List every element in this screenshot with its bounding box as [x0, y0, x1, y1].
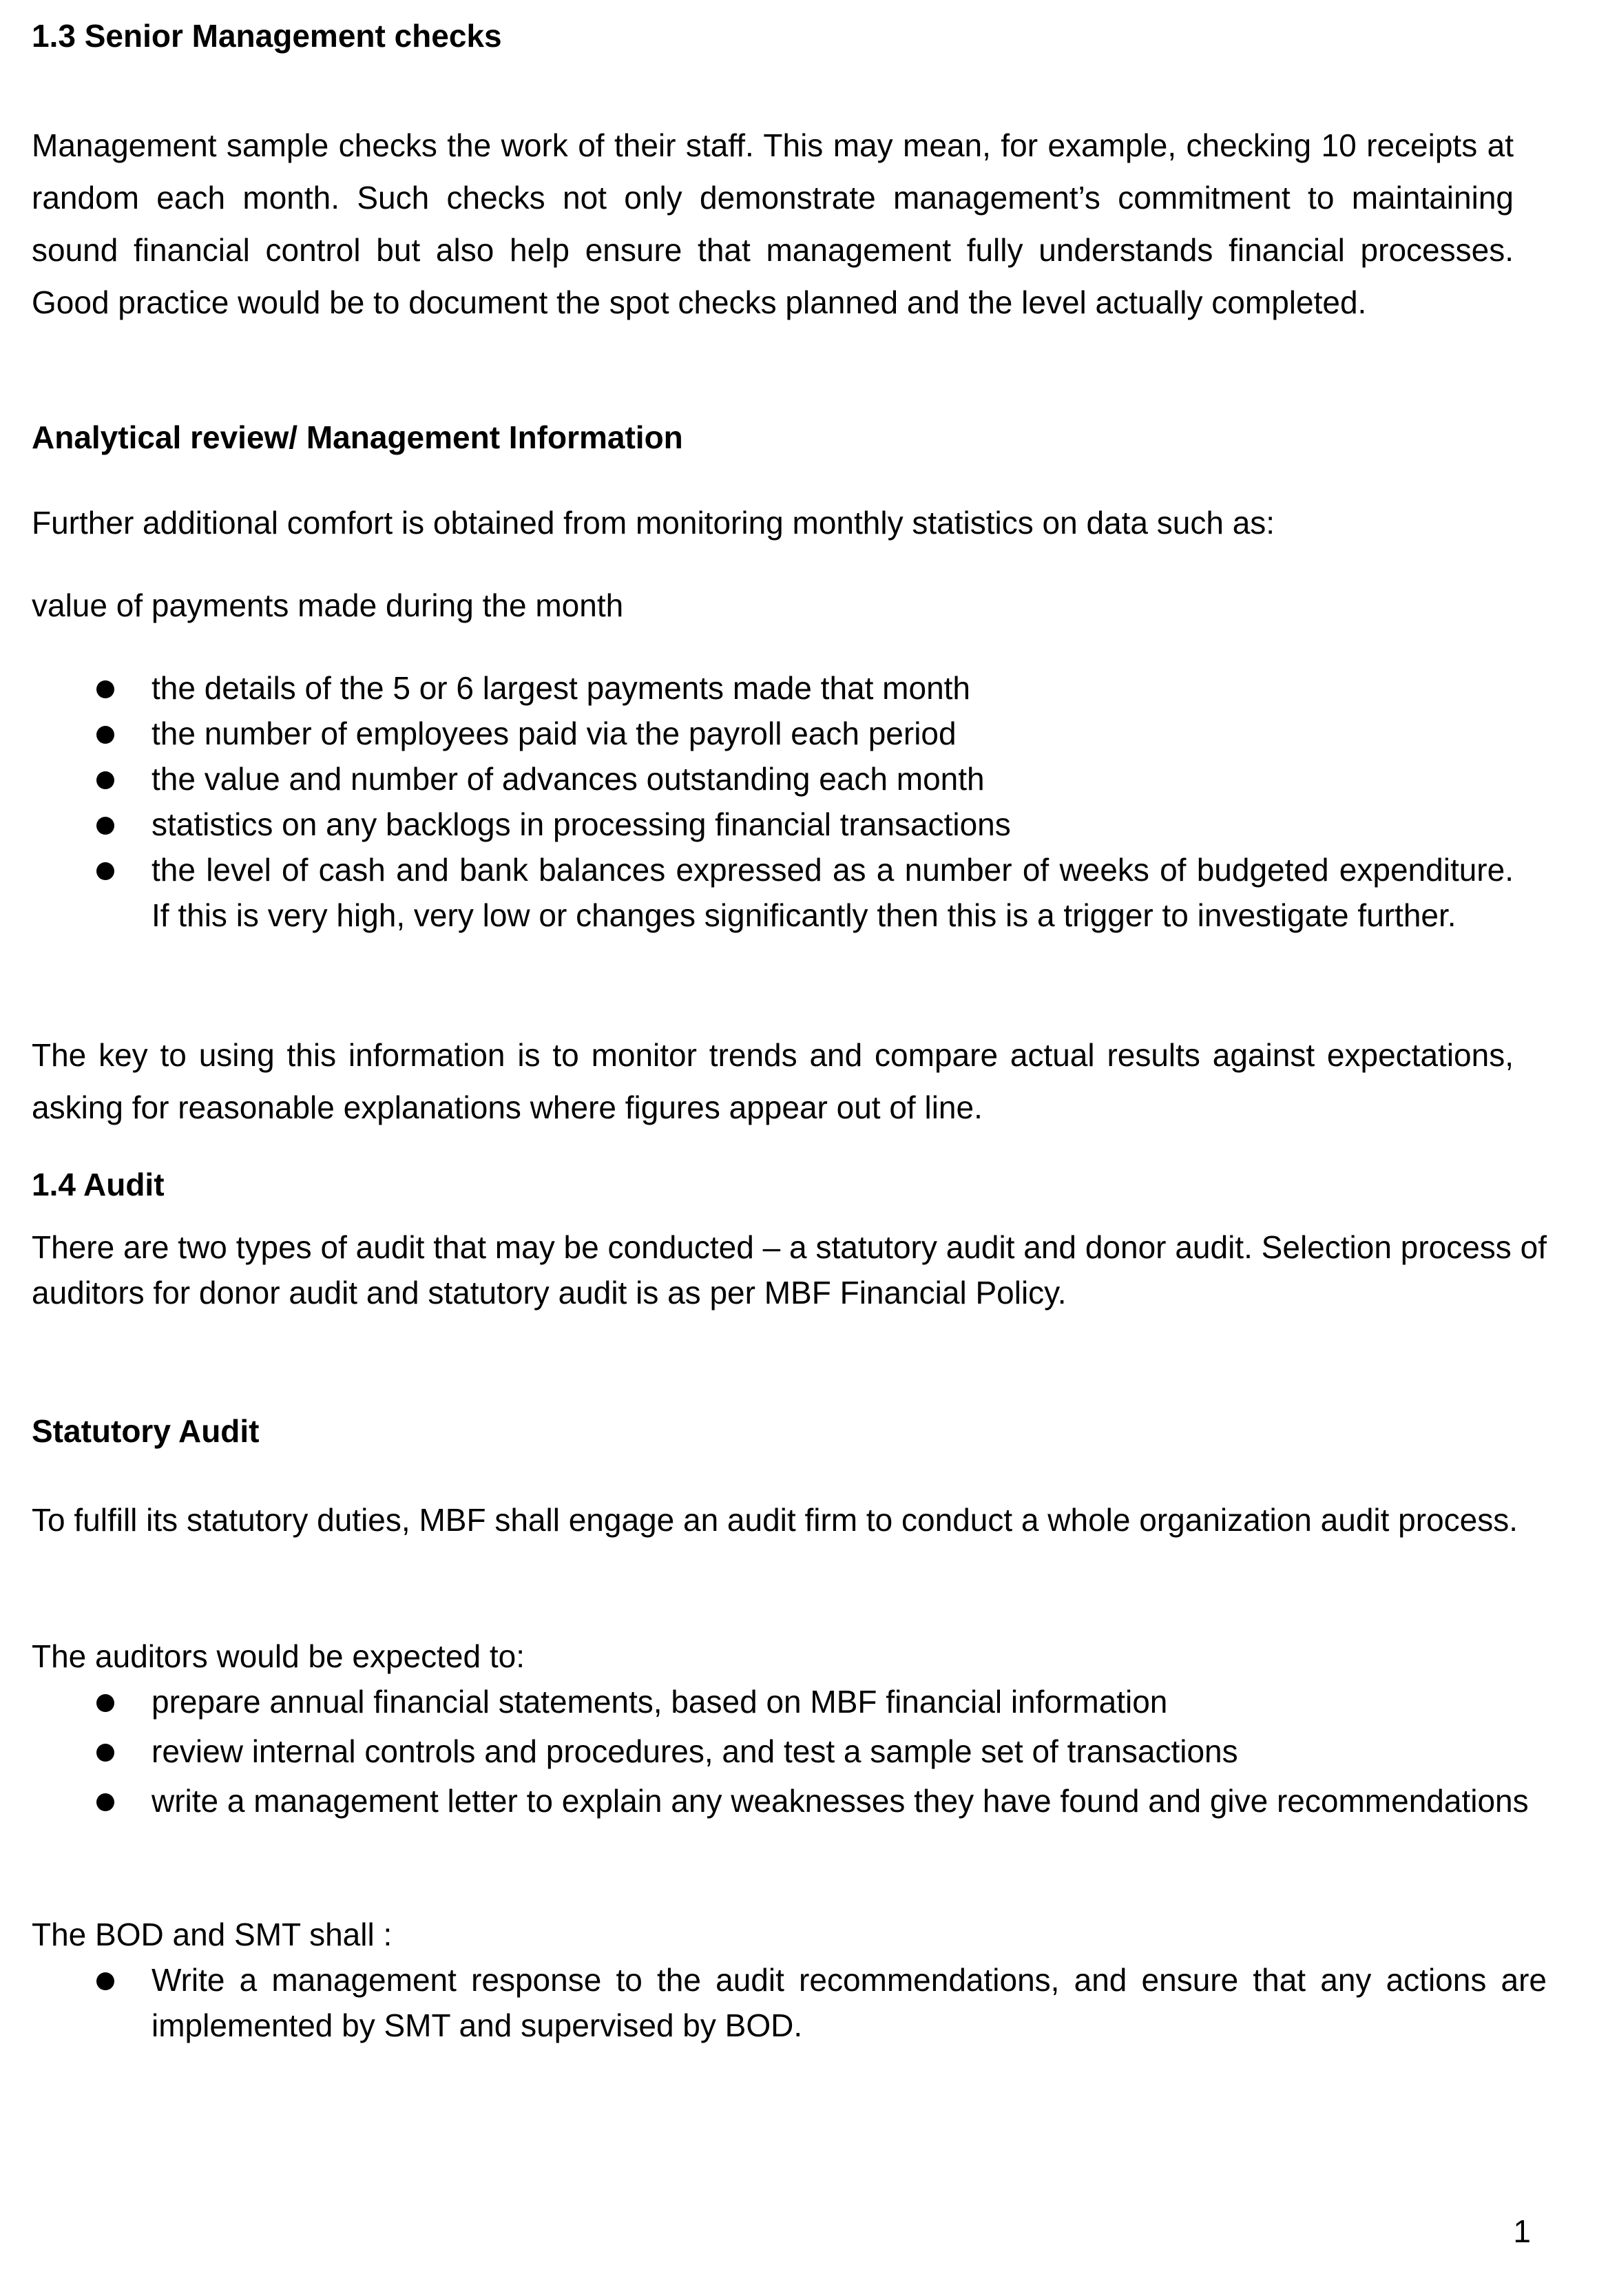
list-item: the number of employees paid via the payroll each period [32, 711, 1514, 756]
bullet-icon [96, 680, 114, 698]
bullet-icon [96, 1972, 114, 1990]
analytical-intro: Further additional comfort is obtained from monitoring monthly statistics on data such as: [32, 505, 1275, 541]
bullet-icon [96, 1694, 114, 1712]
analytical-bullet-list [32, 665, 1514, 938]
statutory-audit-paragraph: To fulfill its statutory duties, MBF shall engage an audit firm to conduct a whole organization audit process. [32, 1502, 1518, 1538]
bod-smt-lead: The BOD and SMT shall : [32, 1917, 393, 1952]
page-number: 1 [1513, 2213, 1531, 2249]
section-1-3-paragraph: Management sample checks the work of their staff. This may mean, for example, checking 10 receipts at random each month. Such checks not only demonstrate management’s commitment to maintaining sound financial control but also help ensure that management fully understands financial processes. Good practice would be to document the spot checks planned and the level actually completed. [32, 127, 1514, 320]
list-item: statistics on any backlogs in processing financial transactions [32, 802, 1514, 847]
bullet-icon [96, 817, 114, 835]
list-item: review internal controls and procedures, and test a sample set of transactions [32, 1729, 1547, 1774]
bullet-icon [96, 726, 114, 744]
bullet-icon [96, 771, 114, 789]
list-item: the value and number of advances outstanding each month [32, 756, 1514, 802]
analytical-closing: The key to using this information is to monitor trends and compare actual results against expectations, asking for reasonable explanations where figures appear out of line. [32, 1037, 1514, 1125]
bod-smt-bullet-list [32, 1957, 1547, 2052]
section-1-4-paragraph: There are two types of audit that may be conducted – a statutory audit and donor audit. Selection process of auditors for donor audit and statutory audit is as per MBF Financial Policy. [32, 1229, 1547, 1311]
list-item: the details of the 5 or 6 largest payments made that month [32, 665, 1514, 711]
section-1-4-heading: 1.4 Audit [32, 1167, 165, 1202]
bullet-icon [96, 862, 114, 880]
section-1-3-heading: 1.3 Senior Management checks [32, 18, 502, 54]
auditors-lead: The auditors would be expected to: [32, 1638, 525, 1674]
list-item: write a management letter to explain any weaknesses they have found and give recommendations [32, 1778, 1547, 1824]
list-item: Write a management response to the audit recommendations, and ensure that any actions are implemented by SMT and supervised by BOD. [32, 1957, 1547, 2048]
analytical-lead: value of payments made during the month [32, 587, 624, 623]
auditors-bullet-list [32, 1679, 1547, 1828]
statutory-audit-heading: Statutory Audit [32, 1413, 260, 1449]
list-item: prepare annual financial statements, based on MBF financial information [32, 1679, 1547, 1724]
bullet-icon [96, 1744, 114, 1762]
bullet-icon [96, 1793, 114, 1811]
analytical-review-heading: Analytical review/ Management Information [32, 419, 683, 455]
list-item: the level of cash and bank balances expressed as a number of weeks of budgeted expenditure. If this is very high, very low or changes significantly then this is a trigger to investigate further. [32, 847, 1514, 938]
